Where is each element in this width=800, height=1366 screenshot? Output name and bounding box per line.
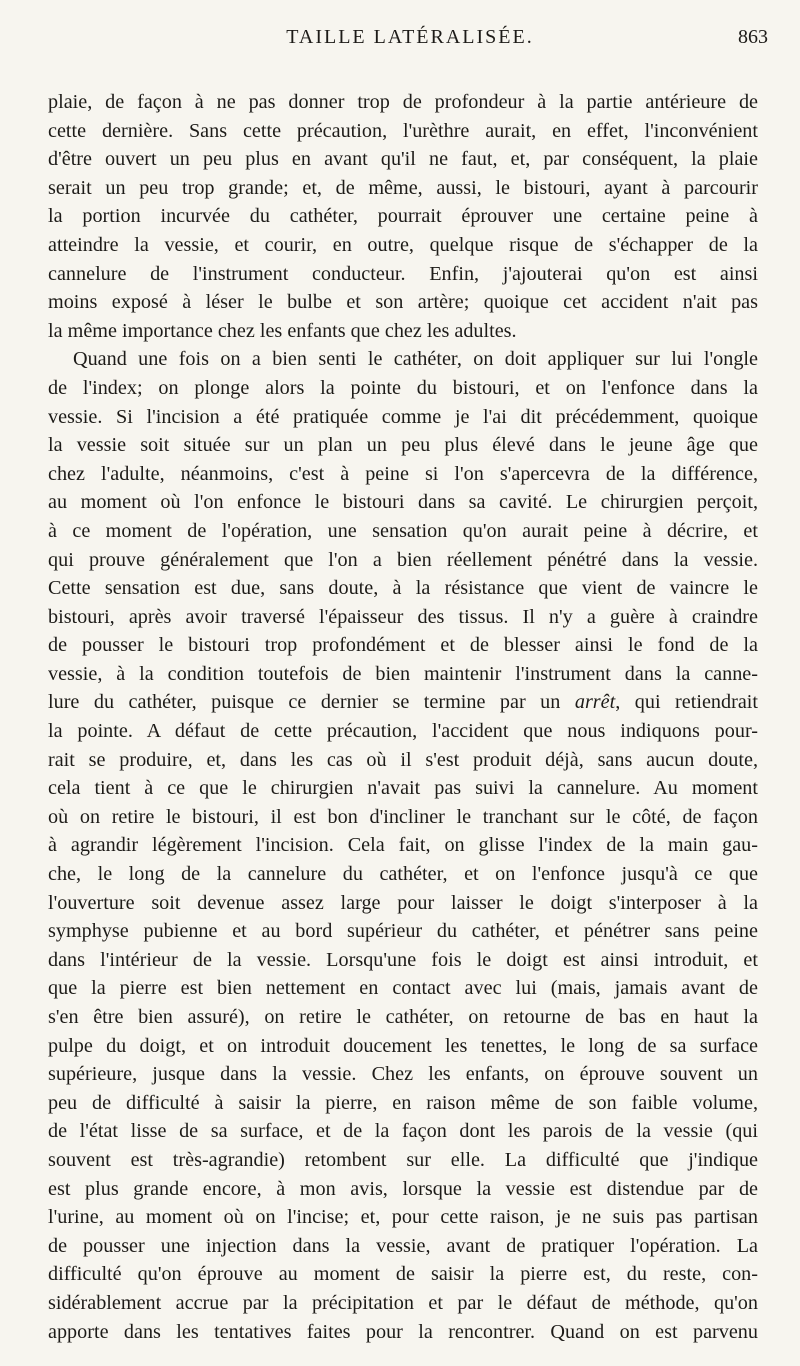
text-line: au moment où l'on enfonce le bistouri dans sa cavité. Le chirurgien perçoit, <box>48 491 758 514</box>
text-line-with-italic <box>48 688 758 717</box>
text-line: s'en être bien assuré), on retire le cathéter, on retourne de bas en haut la <box>48 1006 758 1028</box>
line-start: lure du cathéter, puisque ce dernier se termine par un <box>48 691 561 714</box>
text-line: d'être ouvert un peu plus en avant qu'il ne faut, et, par conséquent, la plaie <box>48 148 758 171</box>
text-line: la portion incurvée du cathéter, pourrait éprouver une certaine peine à <box>48 205 758 228</box>
text-line: apporte dans les tentatives faites pour la rencontrer. Quand on est parvenu <box>48 1320 758 1343</box>
text-line: vessie. Si l'incision a été pratiquée comme je l'ai dit précédemment, quoique <box>48 405 758 428</box>
page-number: 863 <box>738 26 768 48</box>
body-text <box>48 88 758 1346</box>
text-line: à agrandir légèrement l'incision. Cela fait, on glisse l'index de la main gau- <box>48 834 758 857</box>
text-line: vessie, à la condition toutefois de bien maintenir l'instrument dans la canne- <box>48 662 758 685</box>
text-line: serait un peu trop grande; et, de même, aussi, le bistouri, ayant à parcourir <box>48 176 758 199</box>
paragraph-start-line: Quand une fois on a bien senti le cathéter, on doit appliquer sur lui l'ongle <box>73 348 758 371</box>
text-line: qui prouve généralement que l'on a bien réellement pénétré dans la vessie. <box>48 548 758 571</box>
text-line: cela tient à ce que le chirurgien n'avait pas suivi la cannelure. Au moment <box>48 777 758 800</box>
text-line: atteindre la vessie, et courir, en outre, quelque risque de s'échapper de la <box>48 233 758 256</box>
text-line: souvent est très-agrandie) retombent sur elle. La difficulté que j'indique <box>48 1148 758 1171</box>
text-line: symphyse pubienne et au bord supérieur du cathéter, et pénétrer sans peine <box>48 920 758 943</box>
running-title: TAILLE LATÉRALISÉE. <box>286 26 534 48</box>
text-line: plaie, de façon à ne pas donner trop de profondeur à la partie antérieure de <box>48 91 758 113</box>
text-line: rait se produire, et, dans les cas où il s'est produit déjà, sans aucun doute, <box>48 748 758 771</box>
text-line: moins exposé à léser le bulbe et son artère; quoique cet accident n'ait pas <box>48 291 758 314</box>
text-line: supérieure, jusque dans la vessie. Chez les enfants, on éprouve souvent un <box>48 1063 758 1086</box>
text-line: que la pierre est bien nettement en contact avec lui (mais, jamais avant de <box>48 977 758 1000</box>
text-line: à ce moment de l'opération, une sensation qu'on aurait peine à décrire, et <box>48 519 758 542</box>
text-line: dans l'intérieur de la vessie. Lorsqu'une fois le doigt est ainsi introduit, et <box>48 948 758 971</box>
text-line: l'urine, au moment où on l'incise; et, pour cette raison, je ne suis pas partisan <box>48 1206 758 1229</box>
text-line: cannelure de l'instrument conducteur. Enfin, j'ajouterai qu'on est ainsi <box>48 262 758 285</box>
italic-word: arrêt <box>574 691 616 714</box>
text-line: l'ouverture soit devenue assez large pour laisser le doigt s'interposer à la <box>48 891 758 914</box>
text-line: la pointe. A défaut de cette précaution, l'accident que nous indiquons pour- <box>48 720 758 743</box>
text-line: de l'index; on plonge alors la pointe du bistouri, et on l'enfonce dans la <box>48 376 758 399</box>
text-line: Cette sensation est due, sans doute, à la résistance que vient de vaincre le <box>48 577 758 600</box>
text-line: de pousser une injection dans la vessie, avant de pratiquer l'opération. La <box>48 1234 758 1257</box>
text-line: de pousser le bistouri trop profondément et de blesser ainsi le fond de la <box>48 634 758 657</box>
text-line: est plus grande encore, à mon avis, lorsque la vessie est distendue par de <box>48 1177 758 1200</box>
text-line: cette dernière. Sans cette précaution, l'urèthre aurait, en effet, l'inconvénient <box>48 119 758 142</box>
text-line: de l'état lisse de sa surface, et de la façon dont les parois de la vessie (qui <box>48 1120 758 1143</box>
text-line: sidérablement accrue par la précipitation et par le défaut de méthode, qu'on <box>48 1291 758 1314</box>
text-line: difficulté qu'on éprouve au moment de saisir la pierre est, du reste, con- <box>48 1263 758 1286</box>
text-line: che, le long de la cannelure du cathéter, et on l'enfonce jusqu'à ce que <box>48 863 758 886</box>
text-line: bistouri, après avoir traversé l'épaisseur des tissus. Il n'y a guère à craindre <box>48 605 758 628</box>
text-line: pulpe du doigt, et on introduit doucement les tenettes, le long de sa surface <box>48 1034 758 1057</box>
line-end: , qui retiendrait <box>615 691 758 714</box>
text-line: chez l'adulte, néanmoins, c'est à peine si l'on s'apercevra de la différence, <box>48 462 758 485</box>
text-line: peu de difficulté à saisir la pierre, en raison même de son faible volume, <box>48 1091 758 1114</box>
paragraph-end-line: la même importance chez les enfants que chez les adultes. <box>48 319 517 342</box>
text-line: où on retire le bistouri, il est bon d'incliner le tranchant sur le côté, de façon <box>48 805 758 828</box>
text-line: la vessie soit située sur un plan un peu plus élevé dans le jeune âge que <box>48 434 758 457</box>
